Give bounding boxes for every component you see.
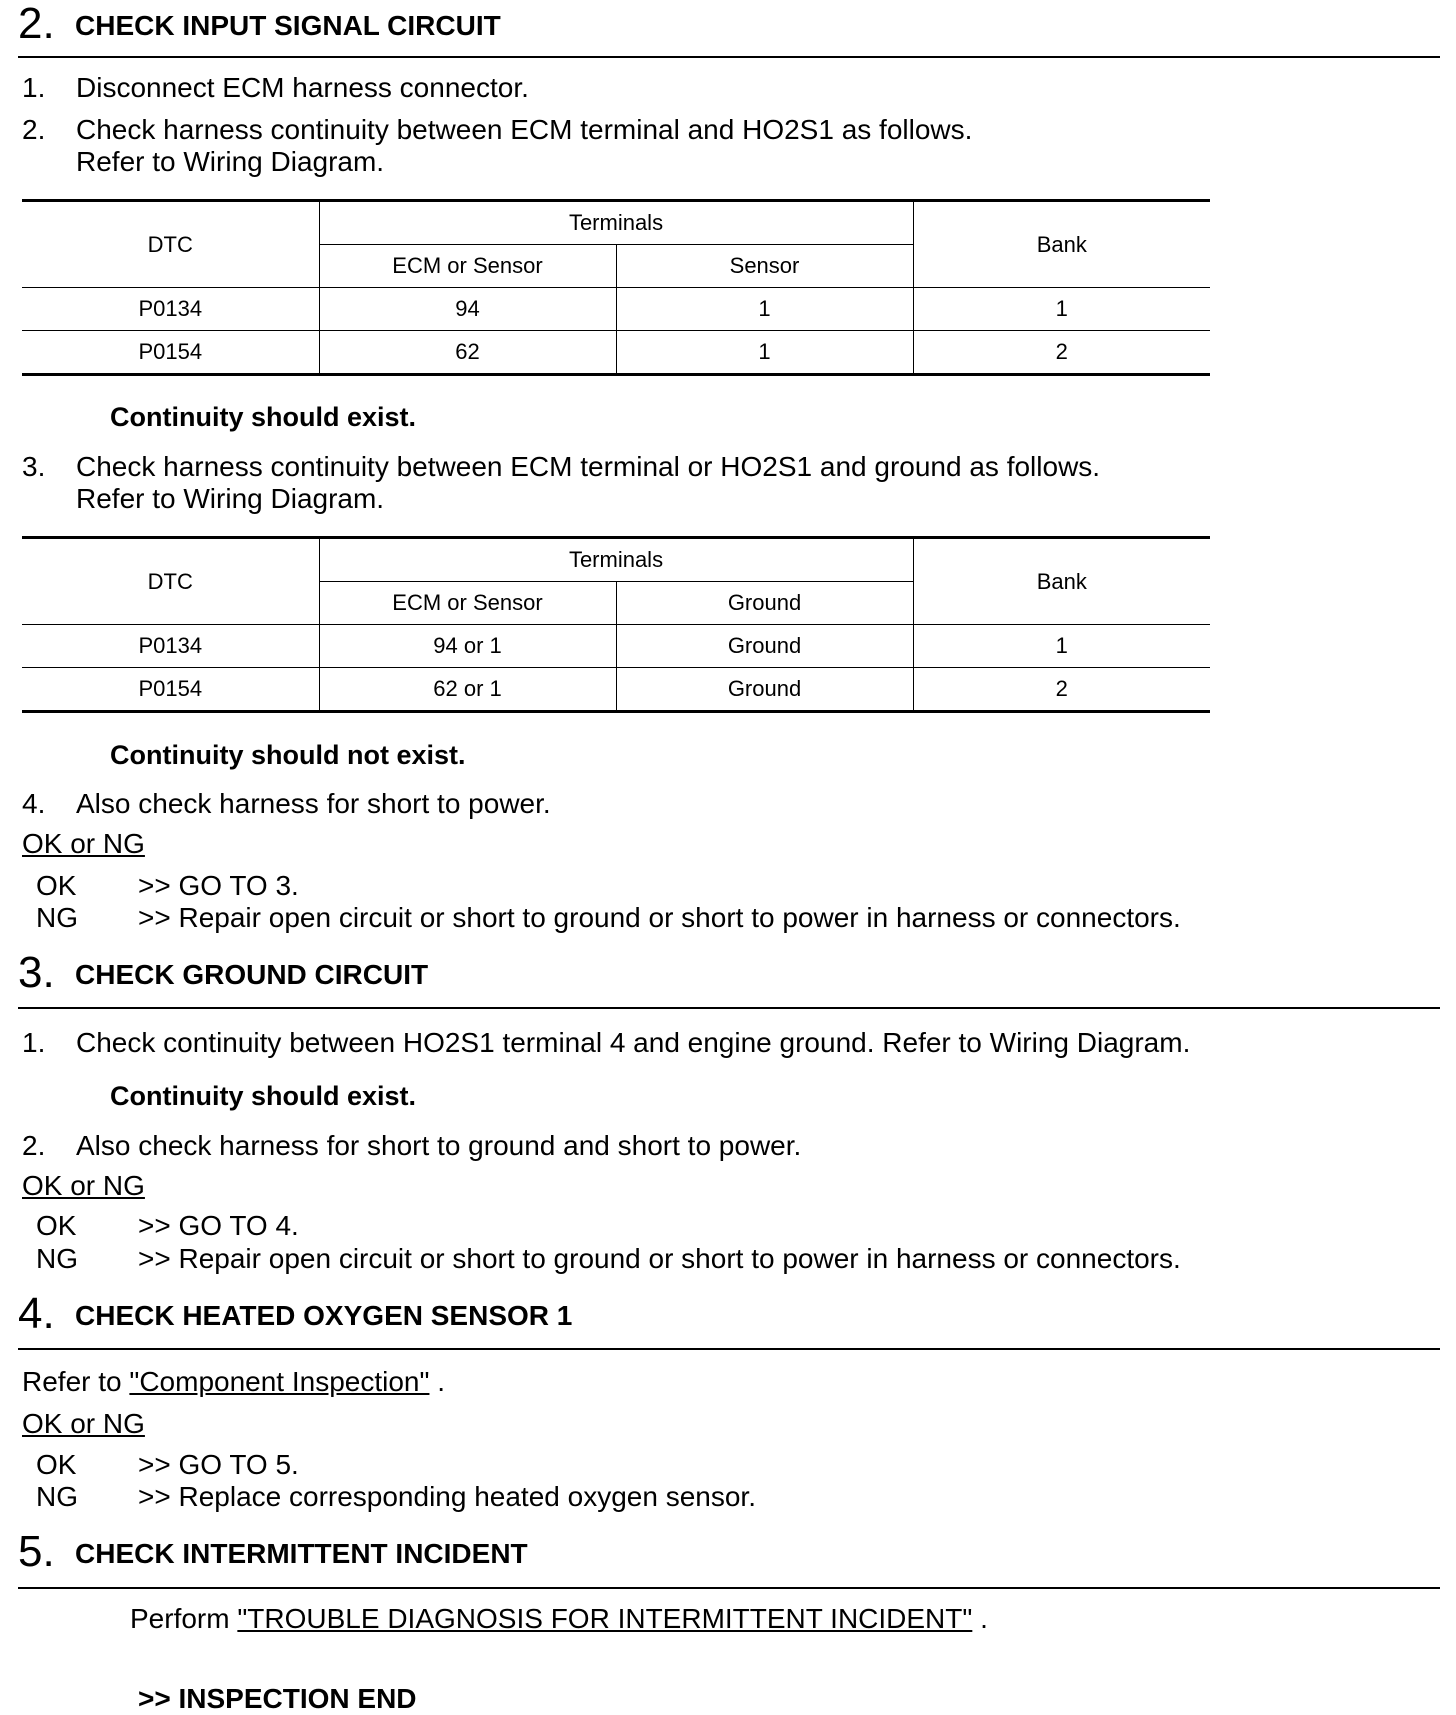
sec2-step-2-number: 2. [22,114,46,145]
sec5-perform-prefix: Perform [130,1603,230,1634]
sec2-step-4-number: 4. [22,788,46,819]
cell-sensor: 1 [616,288,913,331]
section-2-number: 2. [18,0,55,48]
sec3-ok-or-ng-label: OK or NG [22,1170,145,1201]
sec3-ok-action: >> GO TO 4. [138,1210,299,1241]
cell-sensor: 1 [616,331,913,375]
continuity-should-exist-note: Continuity should exist. [110,402,417,432]
header-ground: Ground [616,582,913,625]
sec2-step-1-number: 1. [22,72,46,103]
sec4-refer-line [22,1366,445,1398]
sec2-step-1-text: Disconnect ECM harness connector. [76,72,529,103]
section-3-title: CHECK GROUND CIRCUIT [75,959,429,990]
sec3-ok-label: OK [36,1210,77,1241]
header-bank: Bank [913,538,1210,625]
sec3-continuity-note: Continuity should exist. [110,1081,417,1111]
cell-ground: Ground [616,625,913,668]
sec4-ok-label: OK [36,1449,77,1480]
section-4-title: CHECK HEATED OXYGEN SENSOR 1 [75,1300,573,1331]
sec2-step-3-number: 3. [22,451,46,482]
section-2-divider [18,56,1440,58]
cell-ecm-or-sensor: 94 or 1 [319,625,616,668]
sec2-step-2-text: Check harness continuity between ECM terminal and HO2S1 as follows. [76,114,973,145]
sec4-ng-action: >> Replace corresponding heated oxygen sensor. [138,1481,756,1512]
sec2-step-4-text: Also check harness for short to power. [76,788,551,819]
cell-bank: 1 [913,288,1210,331]
continuity-should-not-exist-note: Continuity should not exist. [110,740,466,770]
sec4-refer-suffix: . [437,1366,446,1397]
cell-dtc: P0154 [22,668,319,712]
section-3-divider [18,1007,1440,1009]
sec2-step-2-text-line2: Refer to Wiring Diagram. [76,146,385,177]
sec2-step-3-text-line2: Refer to Wiring Diagram. [76,483,385,514]
header-ecm-or-sensor: ECM or Sensor [319,582,616,625]
sec3-ng-label: NG [36,1243,78,1274]
cell-dtc: P0134 [22,625,319,668]
sec5-perform-line [130,1603,988,1635]
section-2-title: CHECK INPUT SIGNAL CIRCUIT [75,10,501,41]
sec2-ok-or-ng-label: OK or NG [22,828,145,859]
table-row [22,625,1210,668]
inspection-end-label: >> INSPECTION END [138,1683,417,1714]
cell-bank: 2 [913,668,1210,712]
cell-ecm-or-sensor: 62 or 1 [319,668,616,712]
cell-ecm-or-sensor: 62 [319,331,616,375]
cell-dtc: P0134 [22,288,319,331]
section-4-number: 4. [18,1289,55,1338]
header-terminals: Terminals [319,201,913,245]
sec3-step-2-text: Also check harness for short to ground and short to power. [76,1130,802,1161]
cell-ecm-or-sensor: 94 [319,288,616,331]
header-terminals: Terminals [319,538,913,582]
sec3-step-1-number: 1. [22,1027,46,1058]
sec4-ok-action: >> GO TO 5. [138,1449,299,1480]
sec3-step-1-text: Check continuity between HO2S1 terminal 4 and engine ground. Refer to Wiring Diagram. [76,1027,1191,1058]
header-dtc: DTC [22,538,319,625]
terminal-continuity-table [22,199,1210,376]
header-ecm-or-sensor: ECM or Sensor [319,245,616,288]
header-bank: Bank [913,201,1210,288]
sec4-ng-label: NG [36,1481,78,1512]
ground-continuity-table [22,536,1210,713]
table-row [22,288,1210,331]
table-row [22,331,1210,375]
table-row [22,668,1210,712]
sec3-ng-action: >> Repair open circuit or short to ground or short to power in harness or connectors. [138,1243,1181,1274]
section-3-number: 3. [18,948,55,997]
section-5-divider [18,1587,1440,1589]
header-dtc: DTC [22,201,319,288]
section-5-title: CHECK INTERMITTENT INCIDENT [75,1538,528,1569]
sec2-ng-label: NG [36,902,78,933]
sec2-step-3-text: Check harness continuity between ECM terminal or HO2S1 and ground as follows. [76,451,1101,482]
header-sensor: Sensor [616,245,913,288]
sec2-ok-action: >> GO TO 3. [138,870,299,901]
sec5-perform-suffix: . [980,1603,988,1634]
cell-bank: 2 [913,331,1210,375]
cell-ground: Ground [616,668,913,712]
trouble-diagnosis-link[interactable]: "TROUBLE DIAGNOSIS FOR INTERMITTENT INCIDENT" [237,1603,973,1634]
sec4-ok-or-ng-label: OK or NG [22,1408,145,1439]
cell-dtc: P0154 [22,331,319,375]
cell-bank: 1 [913,625,1210,668]
sec2-ok-label: OK [36,870,77,901]
section-4-divider [18,1348,1440,1350]
sec3-step-2-number: 2. [22,1130,46,1161]
component-inspection-link[interactable]: "Component Inspection" [129,1366,430,1397]
section-5-number: 5. [18,1527,55,1576]
sec4-refer-prefix: Refer to [22,1366,122,1397]
sec2-ng-action: >> Repair open circuit or short to ground or short to power in harness or connectors. [138,902,1181,933]
